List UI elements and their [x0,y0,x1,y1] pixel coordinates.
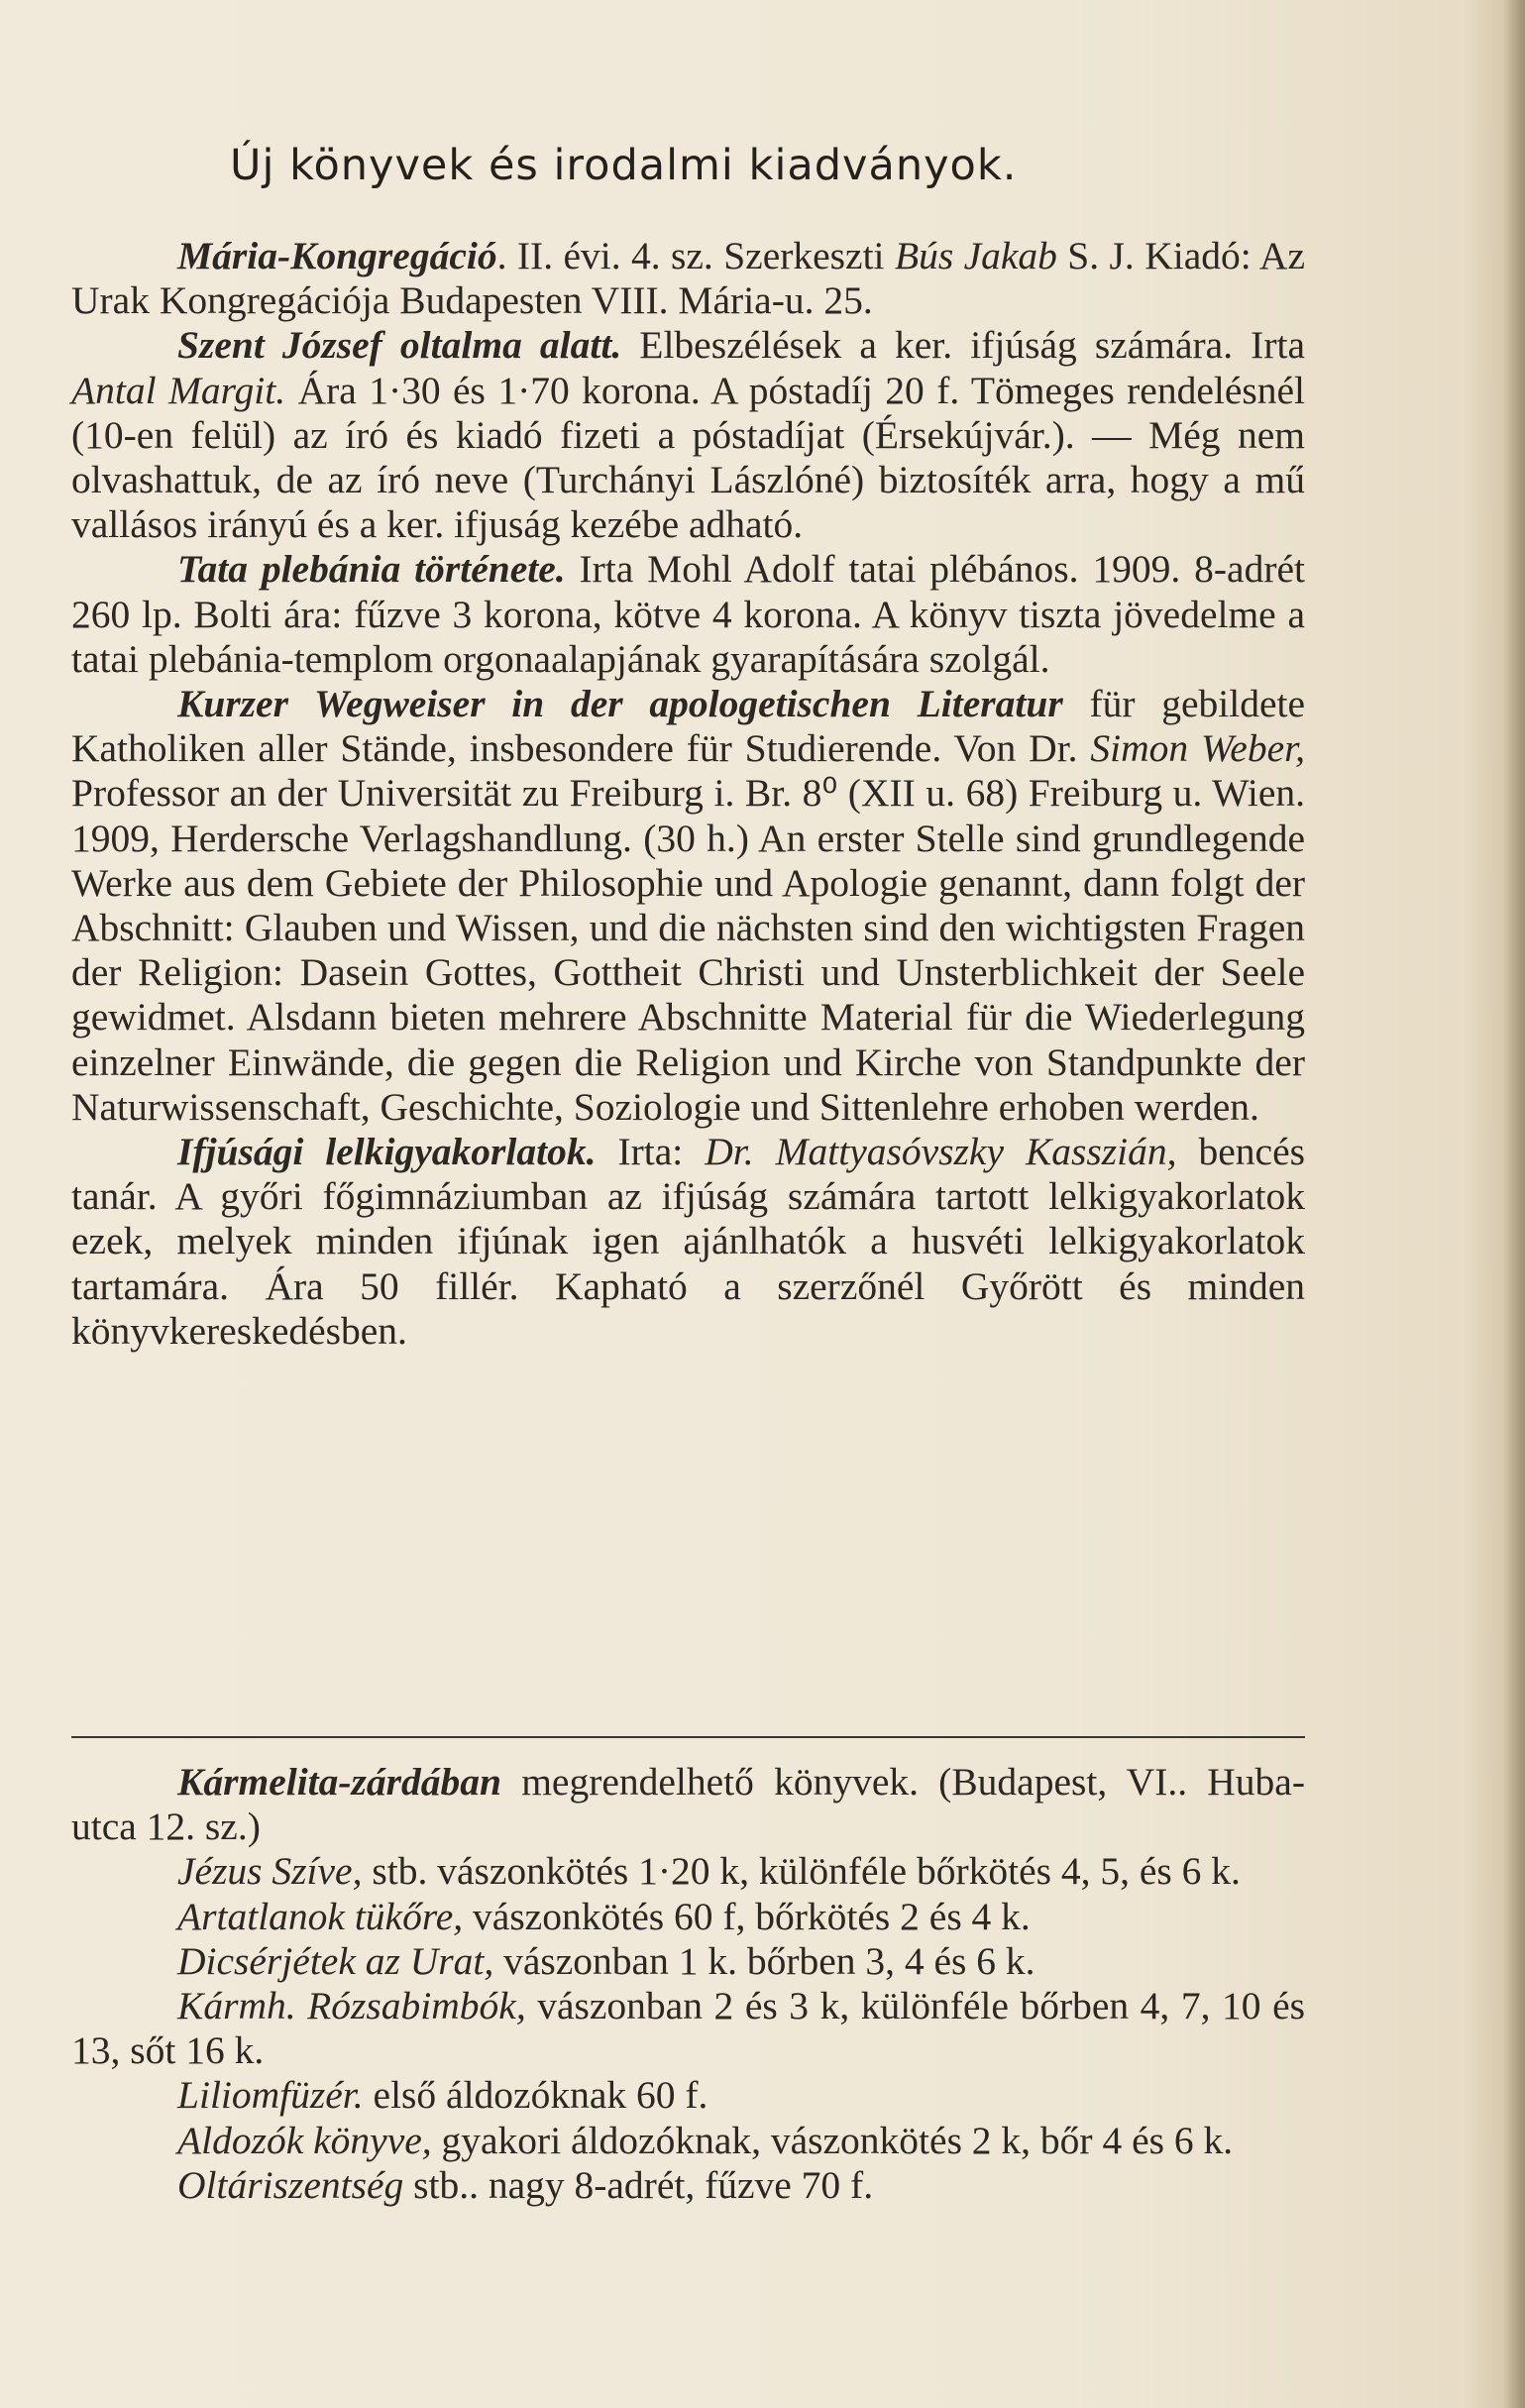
entry-text: S. J. Kiadó: Az Urak Kongregációja Budapesten VIII. Mária-u. 25. [71,234,1305,323]
book-entry [71,1130,1305,1354]
list-item [71,1895,1305,1939]
entry-text: bencés tanár. A győri főgimnáziumban az ifjúság számára tartott lelkigyakorlatok ezek, melyek minden ifjúnak igen ajánlhatók a husvéti lelkigyakorlatok tartamára. Ára 50 fillér. Kapható a szerzőnél Győrött és minden könyvkereskedésben. [71,1130,1305,1353]
carmelite-book-list [71,1760,1305,2208]
item-text: gyakori áldozóknak, vászonkötés 2 k, bőr 4 és 6 k. [431,2118,1234,2162]
item-title: Kármh. Rózsabimbók, [177,1984,526,2028]
intro-text: megrendelhető könyvek. (Budapest, VI.. Huba-utca 12. sz.) [71,1760,1305,1849]
book-entry [71,234,1305,323]
list-item [71,2073,1305,2118]
author-name: Antal Margit. [71,368,286,412]
item-title: Liliomfüzér. [177,2073,364,2118]
item-text: stb.. nagy 8-adrét, fűzve 70 f. [403,2162,874,2207]
author-name: Dr. Mattyasóvszky Kasszián, [705,1130,1177,1174]
document-page [71,0,1305,2408]
entry-text: . II. évi. 4. sz. Szerkeszti [496,234,895,277]
entry-text: Irta: [596,1130,706,1174]
item-title: Artatlanok tükőre, [177,1894,464,1938]
entry-text: für gebildete Katholiken aller Stände, insbesondere für Studierende. Von Dr. [71,682,1306,771]
entry-text: Irta Mohl Adolf tatai plébános. 1909. 8-adrét 260 lp. Bolti ára: fűzve 3 korona, kötve 4 korona. A könyv tiszta jövedelme a tatai plebánia-templom orgonaalapjának gyarapítására szolgál. [71,547,1305,681]
item-text: vászonban 2 és 3 k, különféle bőrben 4, 7, 10 és 13, sőt 16 k. [71,1984,1305,2073]
book-entry [71,682,1305,1130]
list-item [71,2119,1305,2163]
list-item [71,1939,1305,1984]
entry-text: Elbeszélések a ker. ifjúság számára. Irta [621,323,1305,368]
book-title: Mária-Kongregáció [177,234,497,277]
page-edge-shadow [1503,0,1525,2408]
item-title: Aldozók könyve, [177,2118,432,2162]
book-title: Szent József oltalma alatt. [177,323,622,368]
book-entry [71,323,1305,547]
item-text: vászonban 1 k. bőrben 3, 4 és 6 k. [493,1938,1035,1983]
entry-text: Professor an der Universität zu Freiburg i. Br. 8⁰ (XII u. 68) Freiburg u. Wien. 1909, Herdersche Verlagshandlung. (30 h.) An erster Stelle sind grundlegende Werke aus dem Gebiete der Philosophie und Apologie genannt, dann folgt der Abschnitt: Glauben und Wissen, und die nächsten sind den wichtigsten Fragen der Religion: Dasein Gottes, Gottheit Christi und Unsterblichkeit der Seele gewidmet. Alsdann bieten mehrere Abschnitte Material für die Wiederlegung einzelner Einwände, die gegen die Religion und Kirche von Standpunkte der Naturwissenschaft, Geschichte, Soziologie und Sittenlehre erhoben werden. [71,771,1305,1129]
section-intro [71,1760,1305,1849]
item-text: vászonkötés 60 f, bőrkötés 2 és 4 k. [463,1894,1031,1938]
item-text: stb. vászonkötés 1·20 k, különféle bőrkötés 4, 5, és 6 k. [362,1849,1241,1894]
editor-name: Bús Jakab [894,234,1057,277]
entry-text: Ára 1·30 és 1·70 korona. A póstadíj 20 f. Tömeges rendelésnél (10-en felül) az író és kiadó fizeti a póstadíjat (Érsekújvár.). — Még nem olvashattuk, de az író neve (Turchányi Lászlóné) biztosíték arra, hogy a mű vallásos irányú és a ker. ifjuság kezébe adható. [71,368,1305,547]
item-title: Oltáriszentség [177,2162,404,2207]
item-text: első áldozóknak 60 f. [363,2073,708,2118]
list-item [71,2163,1305,2208]
author-name: Simon Weber, [1090,726,1305,771]
list-item [71,1984,1305,2073]
book-title: Tata plebánia története. [177,547,566,592]
item-title: Dicsérjétek az Urat, [177,1938,494,1983]
item-title: Jézus Szíve, [177,1849,363,1894]
section-heading: Új könyvek és irodalmi kiadványok. [230,141,1018,190]
section-divider [71,1736,1305,1738]
book-title: Kurzer Wegweiser in der apologetischen Literatur [177,682,1063,726]
book-entry [71,547,1305,682]
list-item [71,1849,1305,1894]
section-title: Kármelita-zárdában [177,1760,502,1804]
book-title: Ifjúsági lelkigyakorlatok. [177,1130,597,1174]
book-list [71,234,1305,1354]
